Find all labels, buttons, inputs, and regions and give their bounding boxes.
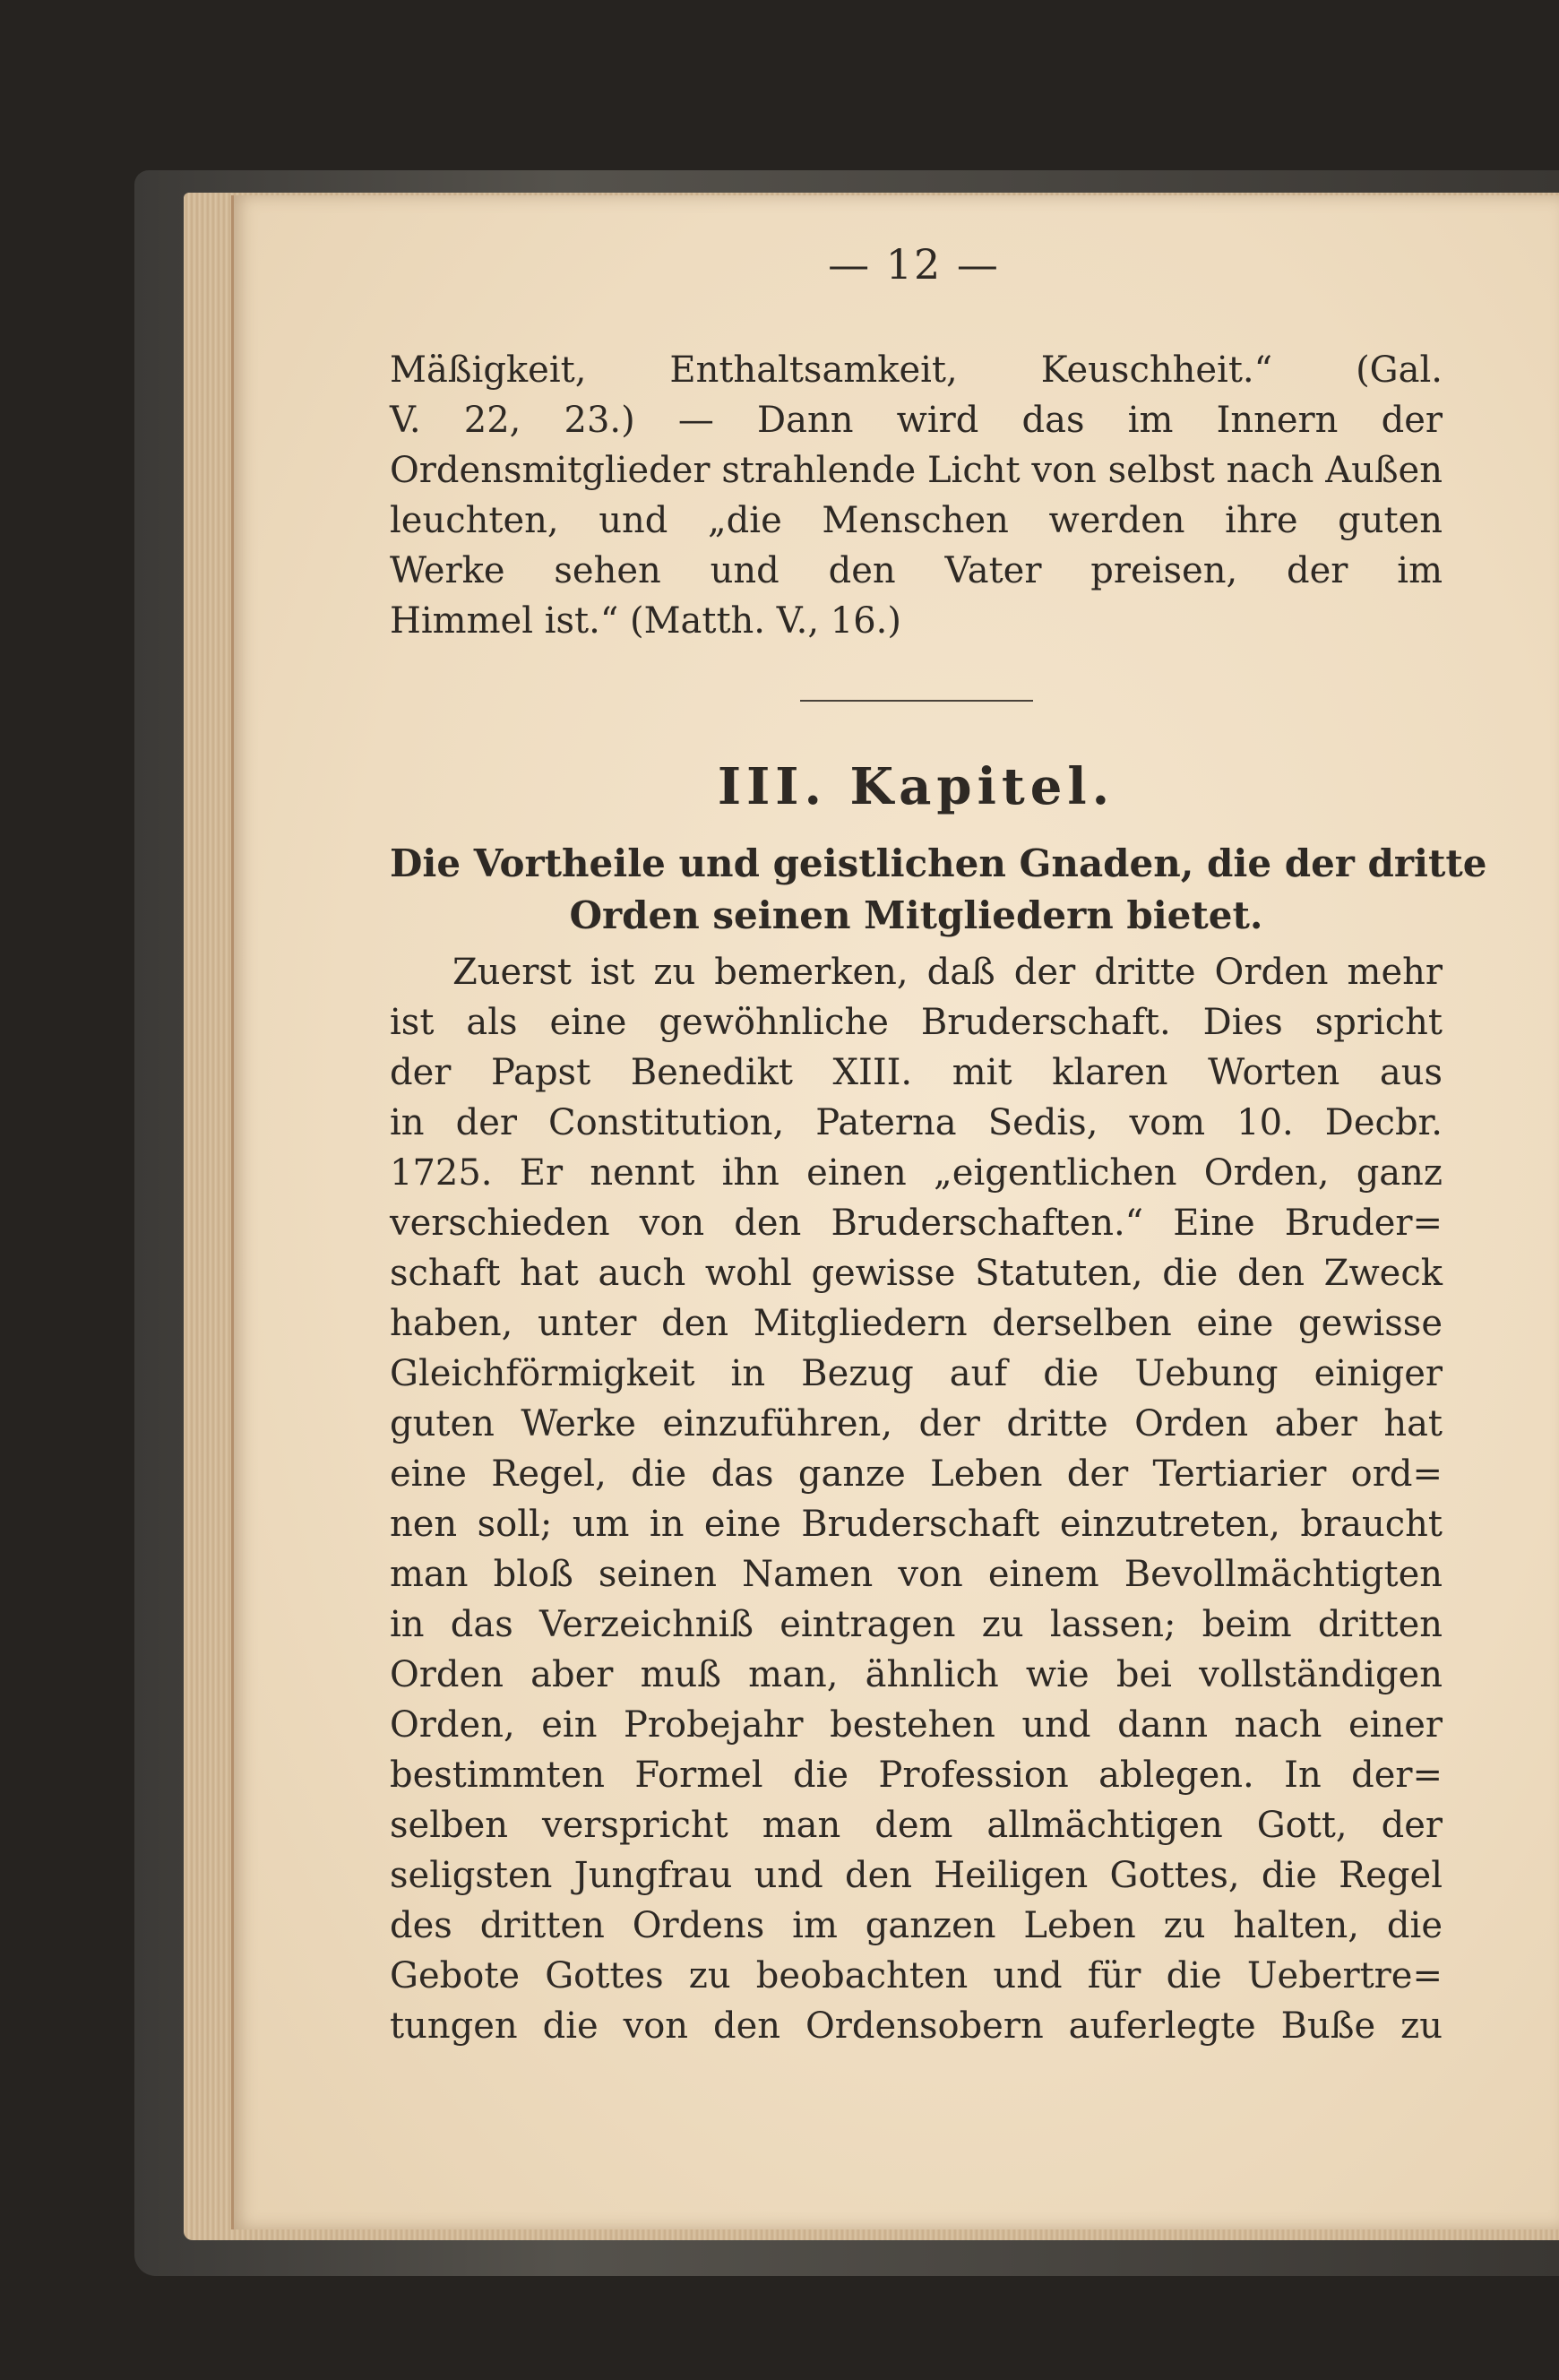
page-number: — 12 — <box>828 240 1000 289</box>
text-line: Gebote Gottes zu beobachten und für die Uebertre= <box>390 1955 1443 1996</box>
text-line: der Papst Benedikt XIII. mit klaren Worten aus <box>390 1052 1443 1093</box>
text-line: guten Werke einzuführen, der dritte Orden aber hat <box>390 1403 1443 1444</box>
text-line: Zuerst ist zu bemerken, daß der dritte Orden mehr <box>452 952 1443 993</box>
text-line: verschieden von den Bruderschaften.“ Eine Bruder= <box>390 1203 1443 1244</box>
text-line: leuchten, und „die Menschen werden ihre guten <box>390 500 1443 541</box>
text-line: schaft hat auch wohl gewisse Statuten, die den Zweck <box>390 1253 1443 1294</box>
text-line: in das Verzeichniß eintragen zu lassen; beim dritten <box>390 1604 1443 1645</box>
subtitle-line: Die Vortheile und geistlichen Gnaden, die der dritte <box>390 841 1487 885</box>
text-line: Ordensmitglieder strahlende Licht von selbst nach Außen <box>390 450 1443 491</box>
chapter-title: III. Kapitel. <box>717 757 1115 816</box>
subtitle-line: Orden seinen Mitgliedern bietet. <box>569 893 1263 937</box>
text-line: 1725. Er nennt ihn einen „eigentlichen Orden, ganz <box>390 1152 1443 1194</box>
text-line: Gleichförmigkeit in Bezug auf die Uebung einiger <box>390 1353 1443 1394</box>
section-divider <box>800 700 1033 702</box>
chapter-subtitle <box>390 838 1487 942</box>
text-line: Mäßigkeit, Enthaltsamkeit, Keuschheit.“ (Gal. <box>390 349 1443 391</box>
intro-paragraph <box>390 345 1443 646</box>
page-body <box>390 345 1487 2051</box>
page-gutter-line <box>231 195 234 2229</box>
text-line: in der Constitution, Paterna Sedis, vom 10. Decbr. <box>390 1102 1443 1143</box>
text-line: eine Regel, die das ganze Leben der Tertiarier ord= <box>390 1453 1443 1495</box>
text-line: seligsten Jungfrau und den Heiligen Gottes, die Regel <box>390 1855 1443 1896</box>
text-line: bestimmten Formel die Profession ablegen. In der= <box>390 1755 1443 1796</box>
text-line: tungen die von den Ordensobern auferlegte Buße zu <box>390 2005 1443 2047</box>
main-paragraph <box>390 947 1443 2051</box>
text-line: haben, unter den Mitgliedern derselben eine gewisse <box>390 1303 1443 1344</box>
text-line: des dritten Ordens im ganzen Leben zu halten, die <box>390 1905 1443 1946</box>
text-line: Werke sehen und den Vater preisen, der im <box>390 550 1443 591</box>
text-line: Orden, ein Probejahr bestehen und dann nach einer <box>390 1704 1443 1746</box>
text-line: ist als eine gewöhnliche Bruderschaft. Dies spricht <box>390 1002 1443 1043</box>
text-line: V. 22, 23.) — Dann wird das im Innern der <box>390 400 1443 441</box>
text-line: man bloß seinen Namen von einem Bevollmächtigten <box>390 1554 1443 1595</box>
text-line: Himmel ist.“ (Matth. V., 16.) <box>390 600 901 642</box>
text-line: Orden aber muß man, ähnlich wie bei vollständigen <box>390 1654 1443 1695</box>
text-line: selben verspricht man dem allmächtigen Gott, der <box>390 1805 1443 1846</box>
text-line: nen soll; um in eine Bruderschaft einzutreten, braucht <box>390 1504 1443 1545</box>
